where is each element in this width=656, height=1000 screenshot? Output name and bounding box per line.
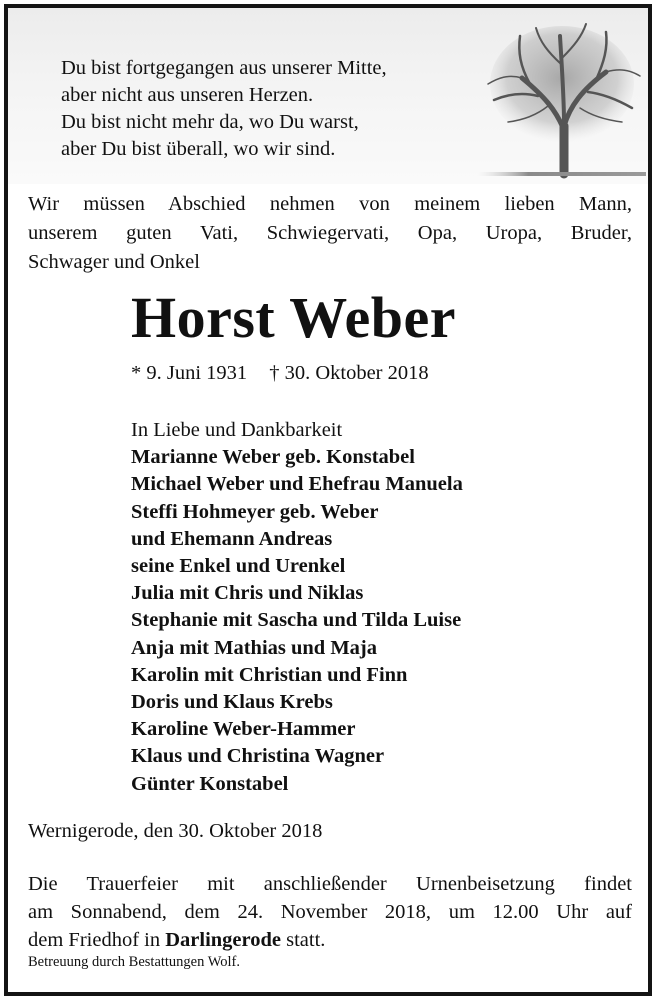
tree-icon [478, 14, 646, 182]
mourner-name: Michael Weber und Ehefrau Manuela [131, 473, 463, 496]
intro-line: Schwager und Onkel [28, 251, 200, 273]
mourner-name: und Ehemann Andreas [131, 527, 333, 550]
mourner-name: Steffi Hohmeyer geb. Weber [131, 500, 379, 523]
poem [61, 55, 387, 163]
mourner-name: Stephanie mit Sascha und Tilda Luise [131, 609, 462, 632]
intro-text [28, 190, 632, 277]
poem-line: aber nicht aus unseren Herzen. [61, 84, 314, 106]
mourners-intro: In Liebe und Dankbarkeit [131, 419, 343, 441]
mourner-name: Karoline Weber-Hammer [131, 718, 356, 741]
ceremony-line: dem Friedhof in Darlingerode statt. [28, 929, 326, 951]
death-date: † 30. Oktober 2018 [269, 362, 429, 384]
intro-line: Wir müssen Abschied nehmen von meinem lieben Mann, [28, 193, 632, 215]
obituary-notice [4, 4, 652, 996]
header-banner [8, 8, 648, 184]
mourner-name: Doris und Klaus Krebs [131, 691, 333, 714]
ceremony-line: am Sonnabend, dem 24. November 2018, um 12.00 Uhr auf [28, 901, 632, 923]
mourner-name: Klaus und Christina Wagner [131, 745, 385, 768]
poem-line: Du bist nicht mehr da, wo Du warst, [61, 111, 359, 133]
ceremony-info [28, 870, 632, 954]
mourner-name: Julia mit Chris und Niklas [131, 582, 364, 605]
deceased-name: Horst Weber [131, 285, 456, 350]
cemetery-place: Darlingerode [165, 929, 281, 951]
mourner-name: Marianne Weber geb. Konstabel [131, 446, 415, 469]
poem-line: Du bist fortgegangen aus unserer Mitte, [61, 57, 387, 79]
ceremony-line: Die Trauerfeier mit anschließender Urnenbeisetzung findet [28, 873, 632, 895]
mourners-list [131, 417, 463, 798]
birth-date: * 9. Juni 1931 [131, 362, 248, 384]
funeral-home-credit: Betreuung durch Bestattungen Wolf. [28, 954, 240, 970]
life-dates [131, 362, 429, 385]
mourner-name: seine Enkel und Urenkel [131, 555, 346, 578]
mourner-name: Anja mit Mathias und Maja [131, 636, 378, 659]
mourner-name: Günter Konstabel [131, 772, 289, 795]
intro-line: unserem guten Vati, Schwiegervati, Opa, Uropa, Bruder, [28, 222, 632, 244]
poem-line: aber Du bist überall, wo wir sind. [61, 138, 336, 160]
mourner-name: Karolin mit Christian und Finn [131, 663, 408, 686]
place-and-date: Wernigerode, den 30. Oktober 2018 [28, 820, 323, 842]
